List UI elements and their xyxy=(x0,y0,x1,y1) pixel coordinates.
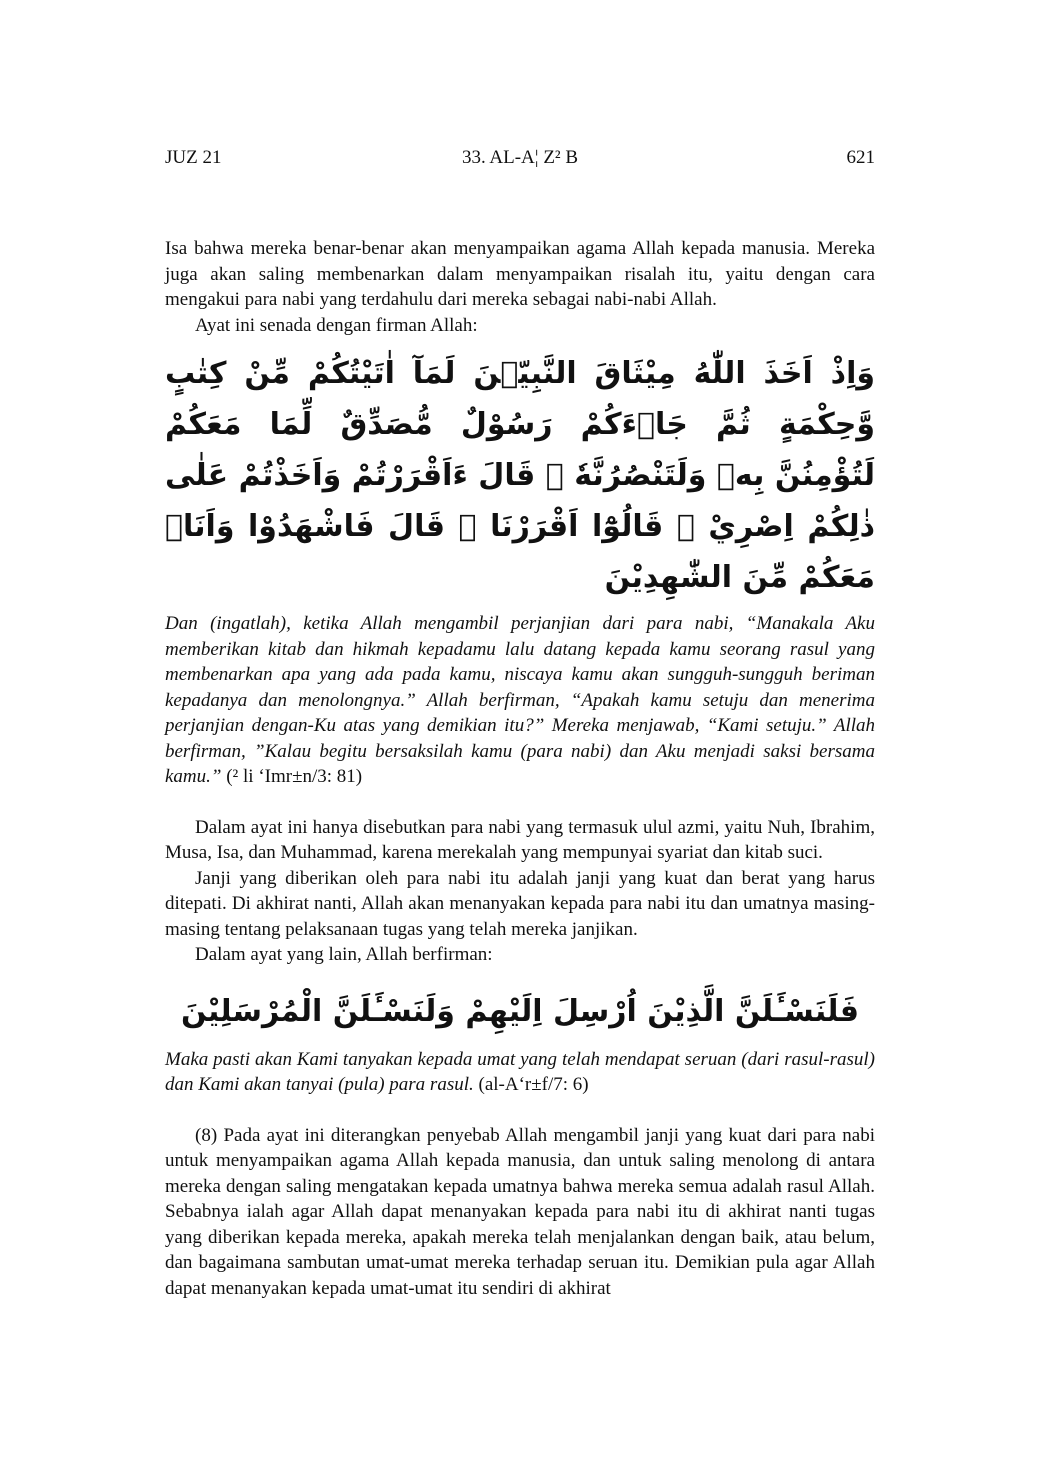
spacer xyxy=(165,1098,875,1123)
verse-reference-2: (al-A‘r±f/7: 6) xyxy=(473,1074,589,1095)
paragraph-5: Dalam ayat yang lain, Allah berfirman: xyxy=(195,944,493,965)
paragraph-2: Ayat ini senada dengan firman Allah: xyxy=(195,314,478,336)
page xyxy=(165,143,875,1301)
paragraph-6: (8) Pada ayat ini diterangkan penyebab Allah mengambil janji yang kuat dari para nabi untuk menyampaikan agama Allah kepada manusia, dan untuk saling menolong di antara mereka dengan saling mengatakan kepada umatnya bahwa mereka semua adalah rasul Allah. Sebabnya ialah agar Allah dapat menanyakan kepada para nabi itu di akhirat nanti tugas yang diberikan kepada mereka, apakah mereka telah menjalankan dengan baik, atau belum, dan bagaimana sambutan umat-umat mereka terhadap seruan itu. Demikian pula agar Allah dapat menanyakan kepada umat-umat itu sendiri di akhirat xyxy=(165,1124,875,1299)
translation-1-text: Dan (ingatlah), ketika Allah mengambil perjanjian dari para nabi, “Manakala Aku memberikan kitab dan hikmah kepadamu lalu datang kepada kamu seorang rasul yang membenarkan apa yang ada pada kamu, niscaya kamu akan sungguh-sungguh beriman kepadanya dan menolongnya.” Allah berfirman, “Apakah kamu setuju dan menerima perjanjian dengan-Ku atas yang demikian itu?” Mereka menjawab, “Kami setuju.” Allah berfirman, ”Kalau begitu bersaksilah kamu (para nabi) dan Aku menjadi saksi bersama kamu.” xyxy=(165,613,875,787)
translation-1 xyxy=(165,611,875,790)
page-body xyxy=(165,236,875,1301)
paragraph-4: Janji yang diberikan oleh para nabi itu adalah janji yang kuat dan berat yang harus ditepati. Di akhirat nanti, Allah akan menanyakan kepada para nabi itu dan umatnya masing-masing tentang pelaksanaan tugas yang telah mereka janjikan. xyxy=(165,867,875,940)
surah-title: 33. AL-A¦ Z² B xyxy=(461,147,579,168)
verse-reference-1: (² li ‘Imr±n/3: 81) xyxy=(221,766,363,787)
paragraph-1: Isa bahwa mereka benar-benar akan menyampaikan agama Allah kepada manusia. Mereka juga akan saling membenarkan dalam menyampaikan risalah itu, yaitu dengan cara mengakui para nabi yang terdahulu dari mereka sebagai nabi-nabi Allah. xyxy=(165,238,875,310)
page-number: 621 xyxy=(846,147,875,168)
arabic-verse-1: وَاِذْ اَخَذَ اللّٰهُ مِيْثَاقَ النَّبِيّٖنَ لَمَآ اٰتَيْتُكُمْ مِّنْ كِتٰبٍ وَّحِكْمَةٍ ثُمَّ جَاۤءَكُمْ رَسُوْلٌ مُّصَدِّقٌ لِّمَا مَعَكُمْ لَتُؤْمِنُنَّ بِهٖ وَلَتَنْصُرُنَّهٗ ۗ قَالَ ءَاَقْرَرْتُمْ وَاَخَذْتُمْ عَلٰى ذٰلِكُمْ اِصْرِيْ ۗ قَالُوْٓا اَقْرَرْنَا ۗ قَالَ فَاشْهَدُوْا وَاَنَا۠ مَعَكُمْ مِّنَ الشّٰهِدِيْنَ xyxy=(165,356,875,595)
spacer xyxy=(165,790,875,815)
paragraph-3: Dalam ayat ini hanya disebutkan para nabi yang termasuk ulul azmi, yaitu Nuh, Ibrahim, Musa, Isa, dan Muhammad, karena merekalah yang mempunyai syariat dan kitab suci. xyxy=(165,816,875,863)
juz-label: JUZ 21 xyxy=(165,147,222,168)
translation-2-text: Maka pasti akan Kami tanyakan kepada umat yang telah mendapat seruan (dari rasul-rasul) dan Kami akan tanyai (pula) para rasul. xyxy=(165,1048,875,1095)
translation-2 xyxy=(165,1047,875,1098)
page-header xyxy=(165,143,875,173)
arabic-verse-2: فَلَنَسْـَٔلَنَّ الَّذِيْنَ اُرْسِلَ اِلَيْهِمْ وَلَنَسْـَٔلَنَّ الْمُرْسَلِيْنَ xyxy=(181,993,859,1029)
